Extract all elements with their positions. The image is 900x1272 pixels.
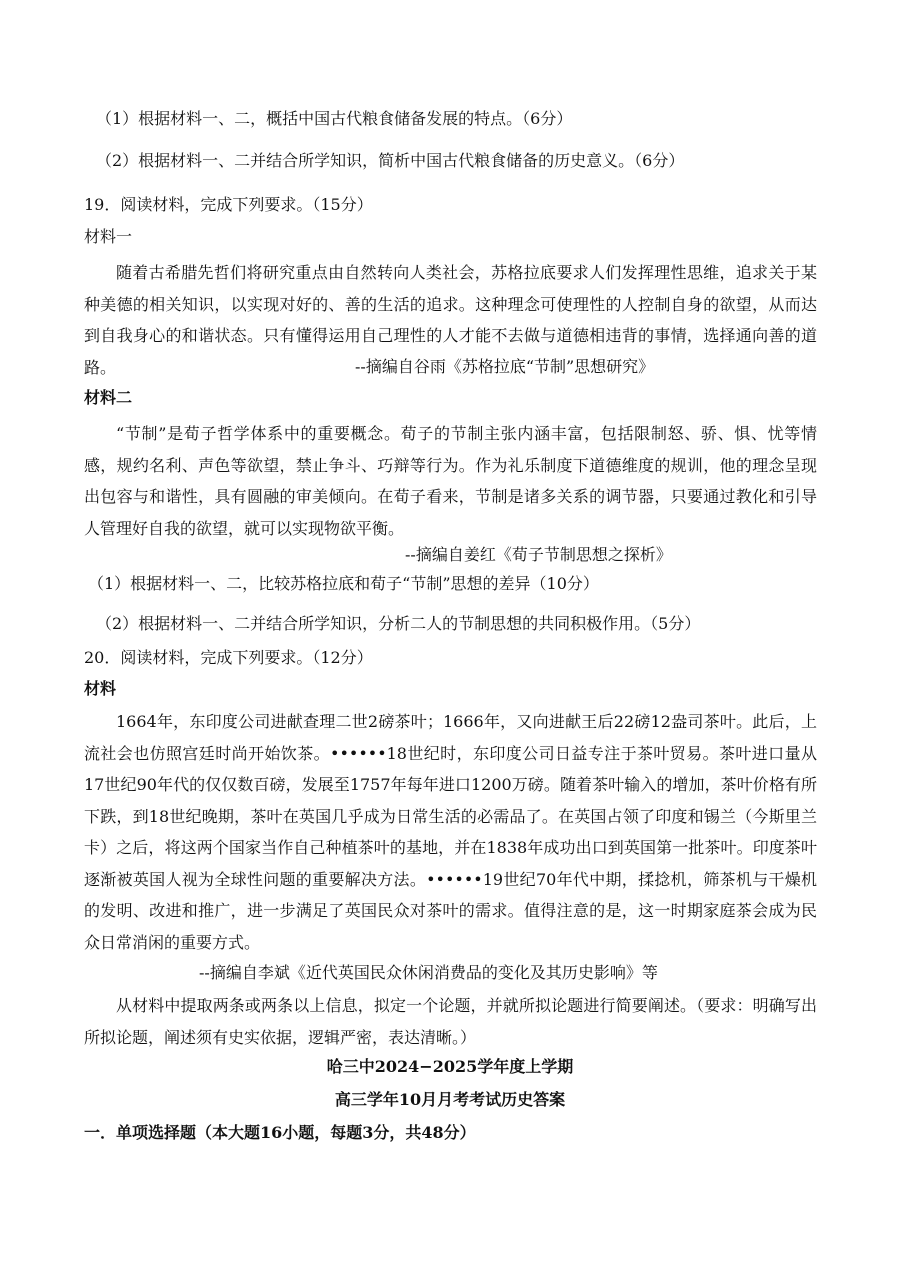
q20-material-source: --摘编自李斌《近代英国民众休闲消费品的变化及其历史影响》等 (199, 963, 658, 982)
q19-material-1-text: 随着古希腊先哲们将研究重点由自然转向人类社会，苏格拉底要求人们发挥理性思维，追求关于某种美德的相关知识，以实现对好的、善的生活的追求。这种理念可使理性的人控制自身的欲望，从而达到自我身心的和谐状态。只有懂得运用自己理性的人才能不去做与道德相违背的事情，选择通向善的道路。 (84, 263, 817, 377)
q20-material-text: 1664年，东印度公司进献查理二世2磅茶叶；1666年，又向进献王后22磅12盎司茶叶。此后，上流社会也仿照宫廷时尚开始饮茶。••••••18世纪时，东印度公司日益专注于茶叶贸易。茶叶进口量从17世纪90年代的仅仅数百磅，发展至1757年每年进口1200万磅。随着茶叶输入的增加，茶叶价格有所下跌，到18世纪晚期，茶叶在英国几乎成为日常生活的必需品了。在英国占领了印度和锡兰（今斯里兰卡）之后，将这两个国家当作自己种植茶叶的基地，并在1838年成功出口到英国第一批茶叶。印度茶叶逐渐被英国人视为全球性问题的重要解决方法。••••••19世纪70年代中期，揉捻机，筛茶机与干燥机的发明、改进和推广，进一步满足了英国民众对茶叶的需求。值得注意的是，这一时期家庭茶会成为民众日常消闲的重要方式。 (84, 712, 817, 952)
answer-header-school: 哈三中2024−2025学年度上学期 (326, 1057, 574, 1076)
q19-material-1-source: --摘编自谷雨《苏格拉底“节制”思想研究》 (355, 357, 655, 376)
q19-material-1-label: 材料一 (84, 227, 133, 246)
q20-material-label: 材料 (84, 679, 117, 698)
q19-subquestion-1: （1）根据材料一、二，比较苏格拉底和荀子“节制”思想的差异（10分） (88, 574, 599, 593)
q19-subquestion-2: （2）根据材料一、二并结合所学知识，分析二人的节制思想的共同积极作用。（5分） (96, 614, 701, 633)
answer-section-1-heading: 一．单项选择题（本大题16小题，每题3分，共48分） (84, 1123, 476, 1142)
q19-title: 19．阅读材料，完成下列要求。（15分） (84, 195, 373, 214)
q18-subquestion-1: （1）根据材料一、二，概括中国古代粮食储备发展的特点。（6分） (96, 109, 573, 128)
q19-material-2-source: --摘编自姜红《荀子节制思想之探析》 (405, 545, 672, 564)
q20-title: 20．阅读材料，完成下列要求。（12分） (84, 648, 373, 667)
q19-material-2-label: 材料二 (84, 388, 133, 407)
q20-task: 从材料中提取两条或两条以上信息，拟定一个论题，并就所拟论题进行简要阐述。（要求：明确写出所拟论题，阐述须有史实依据，逻辑严密，表达清晰。） (84, 996, 817, 1047)
q19-material-2-text: “节制”是荀子哲学体系中的重要概念。荀子的节制主张内涵丰富，包括限制怒、骄、惧、忧等情感，规约名利、声色等欲望，禁止争斗、巧辩等行为。作为礼乐制度下道德维度的规训，他的理念呈现出包容与和谐性，具有圆融的审美倾向。在荀子看来，节制是诸多关系的调节器，只要通过教化和引导人管理好自我的欲望，就可以实现物欲平衡。 (84, 424, 817, 538)
answer-header-title: 高三学年10月月考考试历史答案 (334, 1090, 566, 1109)
q18-subquestion-2: （2）根据材料一、二并结合所学知识，简析中国古代粮食储备的历史意义。（6分） (96, 151, 685, 170)
